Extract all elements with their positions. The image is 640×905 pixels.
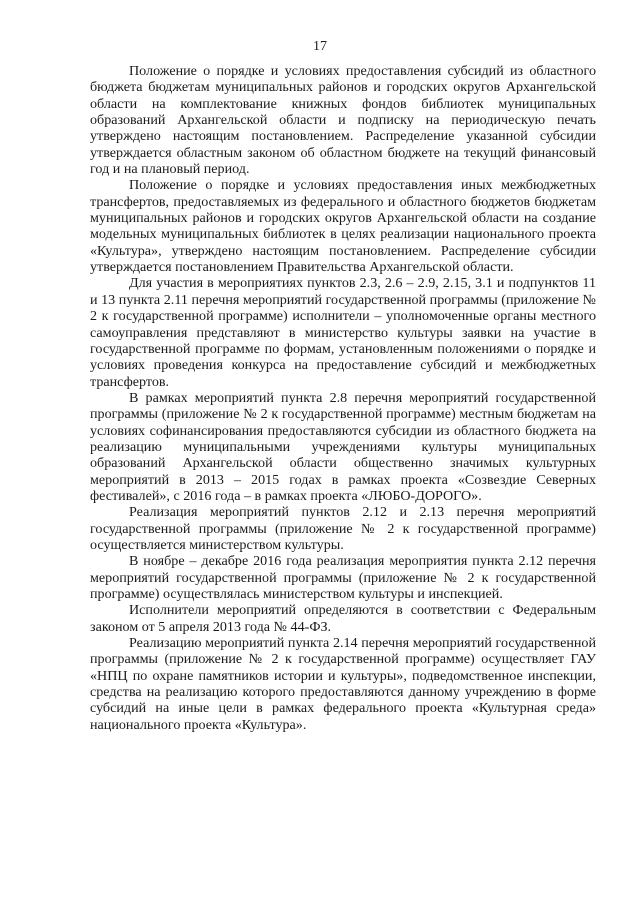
paragraph-model-libraries-transfers: Положение о порядке и условиях предоставления иных межбюджетных трансфертов, предоставляемых из федерального и областного бюджетов бюджетам муниципальных районов и городских округов Архангельской области на создание модельных муниципальных библиотек в целях реализации национального проекта «Культура», утверждено настоящим постановлением. Распределение субсидии утверждается постановлением Правительства Архангельской области. bbox=[90, 177, 596, 276]
document-body bbox=[90, 63, 596, 733]
paragraph-executors-law: Исполнители мероприятий определяются в соответствии с Федеральным законом от 5 апреля 2013 года № 44-ФЗ. bbox=[90, 602, 596, 635]
paragraph-participation-applications: Для участия в мероприятиях пунктов 2.3, 2.6 – 2.9, 2.15, 3.1 и подпунктов 11 и 13 пункта 2.11 перечня мероприятий государственной программы (приложение № 2 к государственной программе) исполнители – уполномоченные органы местного самоуправления представляют в министерство культуры заявки на участие в государственной программе по формам, установленным положениями о порядке и условиях проведения конкурса на предоставление субсидий и межбюджетных трансфертов. bbox=[90, 275, 596, 390]
paragraph-npc-implementation: Реализацию мероприятий пункта 2.14 перечня мероприятий государственной программы (приложение № 2 к государственной программе) осуществляет ГАУ «НПЦ по охране памятников истории и культуры», подведомственное инспекции, средства на реализацию которого предоставляются данному учреждению в форме субсидий на иные цели в рамках федерального проекта «Культурная среда» национального проекта «Культура». bbox=[90, 635, 596, 733]
paragraph-ministry-implementation: Реализация мероприятий пунктов 2.12 и 2.13 перечня мероприятий государственной программы (приложение № 2 к государственной программе) осуществляется министерством культуры. bbox=[90, 504, 596, 553]
page-number: 17 bbox=[313, 39, 327, 54]
paragraph-library-funds-subsidy: Положение о порядке и условиях предоставления субсидий из областного бюджета бюджетам муниципальных районов и городских округов Архангельской области на комплектование книжных фондов библиотек муниципальных образований Архангельской области и подписку на периодическую печать утверждено настоящим постановлением. Распределение указанной субсидии утверждается областным законом об областном бюджете на текущий финансовый год и на плановый период. bbox=[90, 63, 596, 178]
paragraph-2016-implementation: В ноябре – декабре 2016 года реализация мероприятия пункта 2.12 перечня мероприятий государственной программы (приложение № 2 к государственной программе) осуществлялась министерством культуры и инспекцией. bbox=[90, 553, 596, 602]
paragraph-festival-subsidies: В рамках мероприятий пункта 2.8 перечня мероприятий государственной программы (приложение № 2 к государственной программе) местным бюджетам на условиях софинансирования предоставляются субсидии из областного бюджета на реализацию муниципальными учреждениями культуры муниципальных образований Архангельской области общественно значимых культурных мероприятий в 2013 – 2015 годах в рамках проекта «Созвездие Северных фестивалей», с 2016 года – в рамках проекта «ЛЮБО-ДОРОГО». bbox=[90, 389, 596, 504]
